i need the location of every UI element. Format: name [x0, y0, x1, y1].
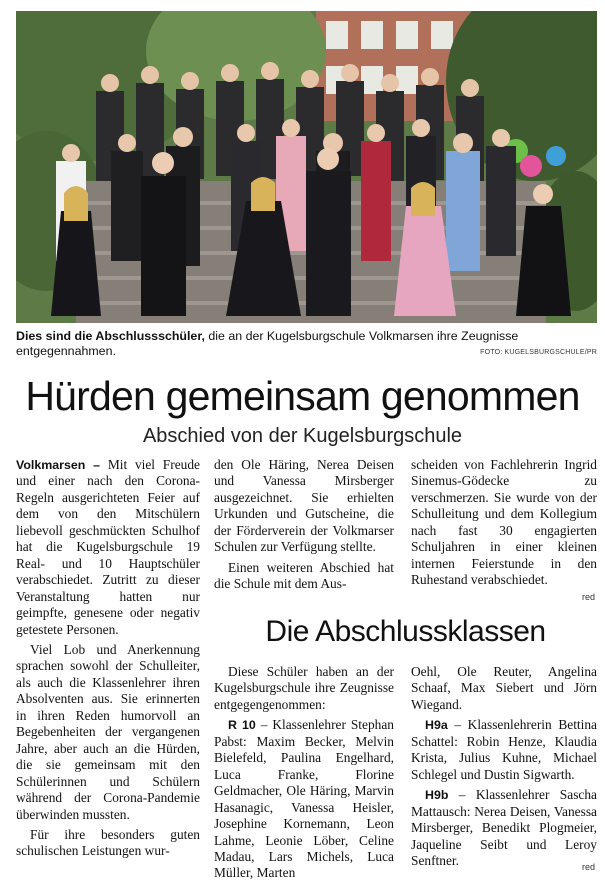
box-column-1: [214, 664, 394, 886]
class-h9b: [411, 787, 597, 869]
box-column-2: [411, 664, 597, 873]
article-paragraph-3b: den Ole Häring, Nerea Deisen und Vanessa Mirsberger ausgezeichnet. Sie erhielten Urkunden und Gutscheine, die der Förderverein der Volkmarser Schulen zur Verfügung stellte.: [214, 457, 394, 555]
box-author: red: [582, 862, 596, 872]
box-intro: Diese Schüler haben an der Kugelsburgschule ihre Zeugnisse entgegengenommen:: [214, 664, 394, 712]
caption-text: die an der Kugelsburgschule Volkmarsen ihre Zeugnisse entgegennahmen.: [16, 329, 519, 358]
box-title: Die Abschlussklassen: [265, 615, 546, 648]
photo-credit: FOTO: KUGELSBURGSCHULE/PR: [480, 349, 597, 356]
class-h9b-text: – Klassenlehrer Sascha Mattausch: Nerea Deisen, Vanessa Mirsberger, Benedikt Plogmeier, Jaqueline Seibt und Leroy Senftner.: [411, 787, 597, 868]
class-r10: R 10 – Klassenlehrer Stephan Pabst: Maxim Becker, Melvin Bielefeld, Paulina Engelhard, Luca Franke, Florine Geldmacher, Ole Häring, Marvin Hasanagic, Vanessa Heisler, Josephine Kornemann, Leon Lahme, Leonie Löber, Celine Madau, Lars Michels, Luca Müller, Marten: [214, 717, 394, 881]
article-paragraph-1-text: Mit viel Freude und einer nach den Corona-Regeln ausgerichteten Feier auf dem von den Mitschülern liebevoll geschmückten Schulhof hat die Kugelsburgschule 19 Real- und 10 Hauptschüler verabschiedet. Zutritt zu dieser Veranstaltung hatten nur geimpfte, genesene oder negativ getestete Personen.: [16, 457, 200, 637]
class-h9a-label: H9a: [425, 718, 448, 733]
class-h9a-text: – Klassenlehrerin Bettina Schattel: Robin Henze, Klaudia Krista, Julius Kuhne, Michael Schlegel und Dustin Sigwarth.: [411, 717, 597, 782]
class-r10-label: R 10: [228, 718, 256, 733]
article-paragraph-4b: scheiden von Fachlehrerin Ingrid Sinemus-Gödecke zu verschmerzen. Sie wurde von der Schulleitung und dem Kollegium nach fast 30 engagierten Schuljahren in einer kleinen internen Feierstunde in den Ruhestand verabschiedet.: [411, 457, 597, 588]
article-paragraph-3a: Für ihre besonders guten schulischen Leistungen wur-: [16, 826, 200, 859]
article-column-2: [214, 457, 394, 597]
group-photo: [16, 11, 597, 323]
class-r10-continued: Oehl, Ole Reuter, Angelina Schaaf, Max Siebert und Jörn Wiegand.: [411, 664, 597, 712]
article-author: red: [582, 592, 596, 602]
article-paragraph-1: [16, 457, 200, 638]
article-paragraph-2: Viel Lob und Anerkennung sprachen sowohl der Schulleiter, als auch die Klassenlehrer ihren Absolventen aus. Sie erinnerten in ihren Reden humorvoll an Begebenheiten der vergangenen Jahre, aber auch an die Hürden, die sie gemeinsam mit den Schülerinnen und Schülern während der Corona-Pandemie überwinden mussten.: [16, 641, 200, 822]
caption-bold: Dies sind die Abschlussschüler,: [16, 329, 205, 343]
article-column-1: [16, 457, 200, 864]
group-photo-illustration: [16, 11, 597, 323]
headline: Hürden gemeinsam genommen: [25, 373, 580, 419]
subheadline: Abschied von der Kugelsburgschule: [142, 425, 463, 447]
article-column-3: [411, 457, 597, 593]
class-h9b-label: H9b: [425, 788, 449, 803]
article-paragraph-4a: Einen weiteren Abschied hat die Schule mit dem Aus-: [214, 559, 394, 592]
dateline: Volkmarsen –: [16, 458, 101, 472]
class-h9a: [411, 717, 597, 783]
